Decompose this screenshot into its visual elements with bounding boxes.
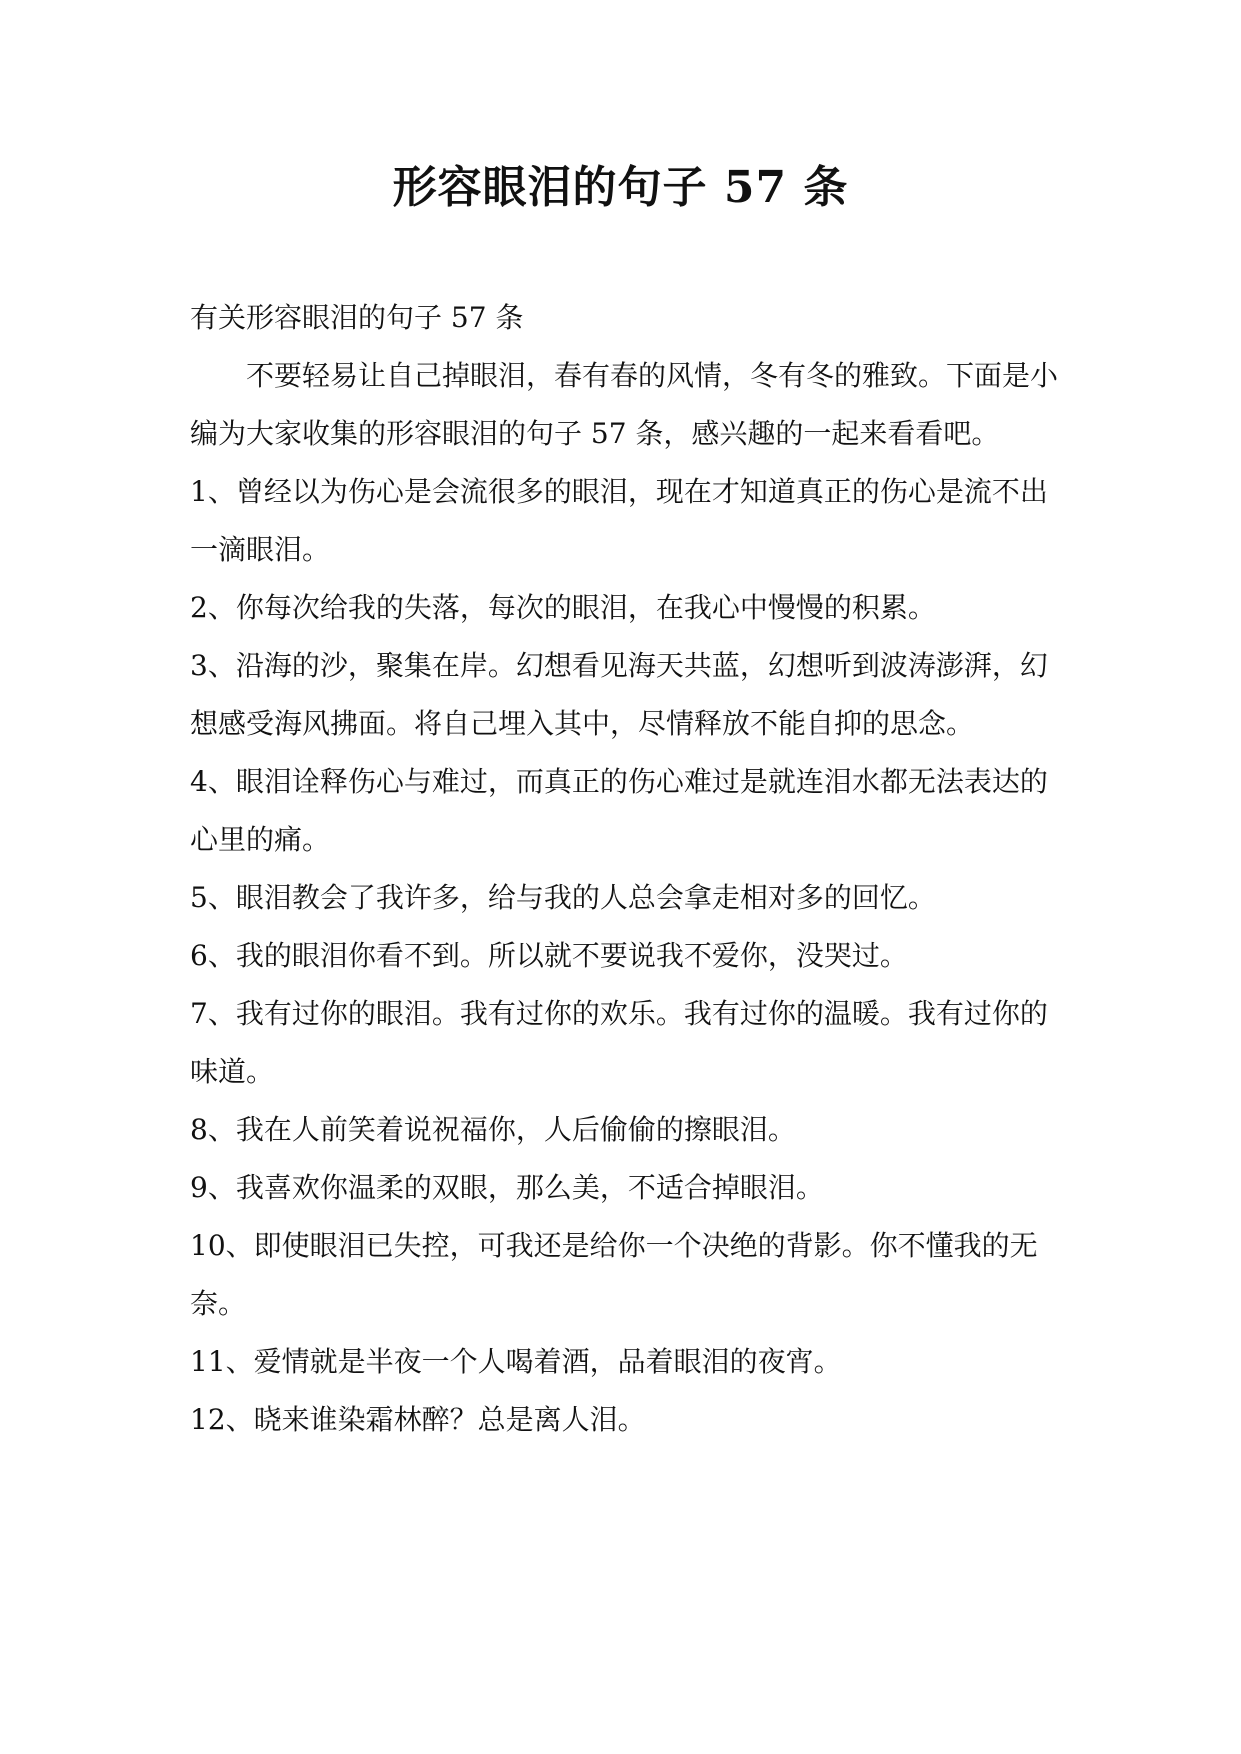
document-body (190, 289, 1070, 1449)
list-item: 8、我在人前笑着说祝福你，人后偷偷的擦眼泪。 (190, 1113, 796, 1146)
list-item: 9、我喜欢你温柔的双眼，那么美，不适合掉眼泪。 (190, 1171, 824, 1204)
document-title: 形容眼泪的句子 57 条 (392, 162, 849, 213)
intro-paragraph: 不要轻易让自己掉眼泪，春有春的风情，冬有冬的雅致。下面是小编为大家收集的形容眼泪的句子 57 条，感兴趣的一起来看看吧。 (190, 359, 1059, 450)
list-item: 1、曾经以为伤心是会流很多的眼泪，现在才知道真正的伤心是流不出一滴眼泪。 (190, 475, 1048, 566)
list-item: 11、爱情就是半夜一个人喝着酒，品着眼泪的夜宵。 (190, 1345, 842, 1378)
list-item: 5、眼泪教会了我许多，给与我的人总会拿走相对多的回忆。 (190, 881, 936, 914)
list-item: 12、晓来谁染霜林醉？总是离人泪。 (190, 1403, 646, 1436)
list-item: 10、即使眼泪已失控，可我还是给你一个决绝的背影。你不懂我的无奈。 (190, 1229, 1038, 1320)
list-item: 6、我的眼泪你看不到。所以就不要说我不爱你，没哭过。 (190, 939, 908, 972)
document-subtitle: 有关形容眼泪的句子 57 条 (190, 301, 524, 334)
list-item: 2、你每次给我的失落，每次的眼泪，在我心中慢慢的积累。 (190, 591, 936, 624)
list-item: 3、沿海的沙，聚集在岸。幻想看见海天共蓝，幻想听到波涛澎湃，幻想感受海风拂面。将自己埋入其中，尽情释放不能自抑的思念。 (190, 649, 1048, 740)
list-item: 7、我有过你的眼泪。我有过你的欢乐。我有过你的温暖。我有过你的味道。 (190, 997, 1048, 1088)
list-item: 4、眼泪诠释伤心与难过，而真正的伤心难过是就连泪水都无法表达的心里的痛。 (190, 765, 1048, 856)
